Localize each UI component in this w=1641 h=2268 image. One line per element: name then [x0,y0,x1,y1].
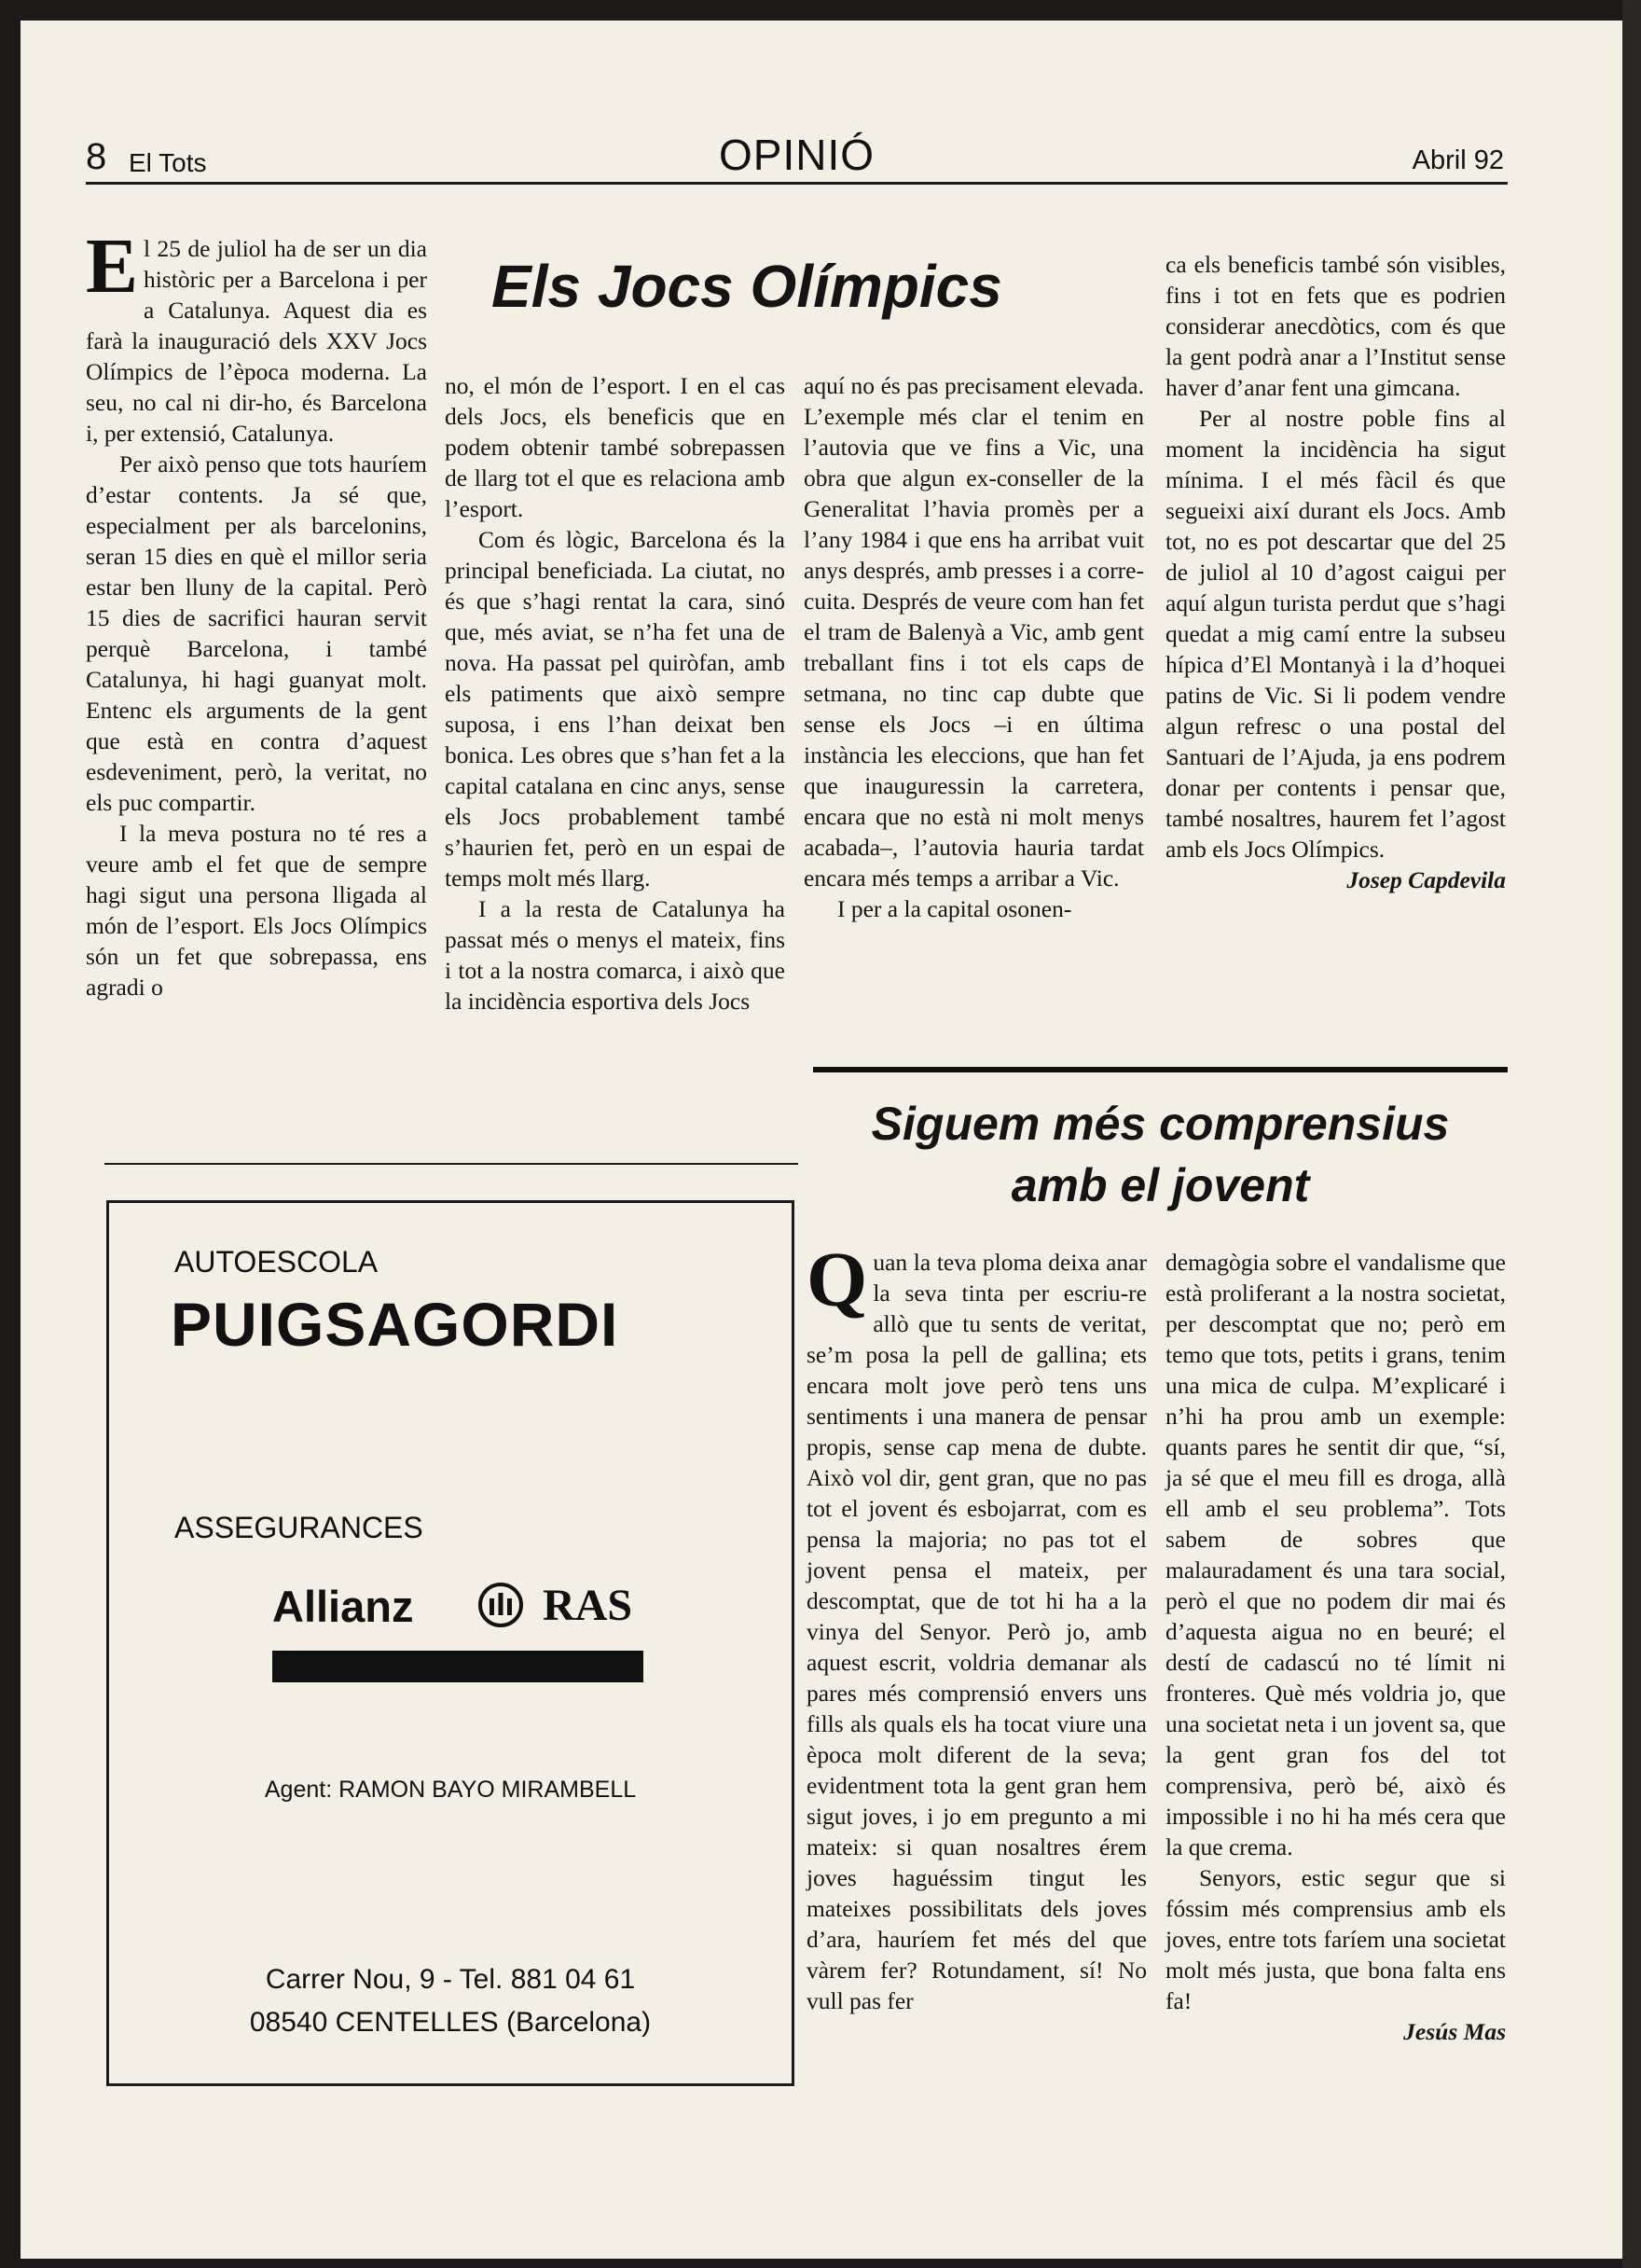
article2-title-line-2: amb el jovent [1011,1159,1310,1211]
article2-paragraph: Quan la teva ploma deixa anar la seva tinta per escriu-re allò que tu sents de veritat, se’m posa la pell de gallina; ets encara molt jove però tens uns sentiments i una manera de pensar propis, sense cap mena de dubte. Això vol dir, gent gran, que no pas tot el jovent és esbojarrat, com es pensa la majoria; no pas tot el jovent pensa el mateix, per descomptat, que de tot hi ha a la vinya del Senyor. Però jo, amb aquest escrit, voldria demanar als pares més comprensió envers uns fills als quals els ha tocat viure una època molt diferent de la seva; evidentment tota la gent gran hem sigut joves, i jo em pregunto a mi mateix: si quan nosaltres érem joves haguéssim tingut les mateixes possibilitats dels joves d’ara, hauríem fet més del que vàrem fer? Rotundament, sí! No vull pas fer [807,1237,1147,2014]
ad-business-name: PUIGSAGORDI [171,1290,619,1359]
article1-paragraph: no, el món de l’esport. I en el cas dels Jocs, els beneficis que en podem obtenir també sobrepassen de llarg tot el que es relaciona amb l’esport. [445,372,785,522]
article1-paragraph: El 25 de juliol ha de ser un dia històric per a Barcelona i per a Catalunya. Aquest dia es farà la inauguració dels XXV Jocs Olímpics de l’època moderna. La seu, no cal ni dir-ho, és Barcelona i, per extensió, Catalunya. [86,223,427,447]
scan-edge [1622,0,1641,2268]
article1-column-4 [1165,249,1506,895]
issue-date: Abril 92 [1412,145,1504,175]
ad-agent-name: Agent: RAMON BAYO MIRAMBELL [264,1777,637,1803]
article1-paragraph: I la meva postura no té res a veure amb el fet que de sempre hagi sigut una persona lligada al món de l’esport. Els Jocs Olímpics són un fet que sobrepassa, ens agradi o [86,820,427,1001]
ad-ras-brand: RAS [543,1581,633,1630]
page-header [86,118,1508,185]
article2-paragraph: demagògia sobre el vandalisme que està proliferant a la nostra societat, per descomptat que no; però em temo que tots, petits i grans, tenim una mica de culpa. M’explicaré i n’hi ha prou amb un exemple: quants pares he sentit dir que, “sí, ja sé que el meu fill es droga, allà ell amb el seu problema”. Tots sabem de sobres que malauradament és una tara social, però el que no podem dir mai és d’aquesta aigua no en beuré; el destí de cadascú no té límit ni fronteres. Què més voldria jo, que una societat neta i un jovent sa, que la gent gran fos del tot comprensiva, però bé, això és impossible i no hi ha més cera que la que crema. [1165,1249,1506,1860]
article1-column-1 [86,223,427,1003]
article1-paragraph: Com és lògic, Barcelona és la principal beneficiada. La ciutat, no és que s’hagi rentat la cara, sinó que, més aviat, se n’ha fet una de nova. Ha passat pel quiròfan, amb els patiments que això sempre suposa, i ens l’han deixat ben bonica. Les obres que s’han fet a la capital catalana en cinc anys, sense els Jocs probablement també s’haurien fet, però en un espai de temps molt més llarg. [445,526,785,892]
article1-column-3 [804,370,1144,924]
ad-insurance-label: ASSEGURANCES [174,1511,423,1544]
article2-paragraph: Senyors, estic segur que si fóssim més comprensius amb els joves, entre tots faríem una societat molt més justa, que bona falta ens fa! [1165,1864,1506,2014]
article1-paragraph: ca els beneficis també són visibles, fins i tot en fets que es podrien considerar anecdòtics, com és que la gent podrà anar a l’Institut sense haver d’anar fent una gimcana. [1165,251,1506,401]
article1-paragraph: I a la resta de Catalunya ha passat més o menys el mateix, fins i tot a la nostra comarca, i això que la incidència esportiva dels Jocs [445,895,785,1015]
article1-author: Josep Capdevila [1346,866,1506,893]
article2-title [813,1093,1508,1216]
article2-column-2 [1165,1247,1506,2047]
article1-title: Els Jocs Olímpics [491,253,1002,320]
article2-author: Jesús Mas [1403,2018,1506,2045]
section-title: OPINIÓ [718,131,876,179]
article1-paragraph: Per això penso que tots hauríem d’estar contents. Ja sé que, especialment per als barcelonins, seran 15 dies en què el millor seria estar ben lluny de la capital. Però 15 dies de sacrifici hauran servit perquè Barcelona, i també Catalunya, hi hagi guanyat molt. Entenc els arguments de la gent que està en contra d’aquest esdeveniment, però, la veritat, no els puc compartir. [86,450,427,816]
allianz-eagle-icon [477,1582,524,1628]
advertisement-box [106,1200,794,2086]
ad-address-line-2: 08540 CENTELLES (Barcelona) [249,2007,652,2038]
divider-line [104,1163,798,1165]
article2-column-1 [807,1237,1147,2016]
article1-dropcap: E [86,223,139,310]
publication-name: El Tots [129,148,207,177]
ad-black-bar [272,1651,643,1682]
page-number: 8 [86,136,107,177]
newspaper-page [21,21,1622,2259]
article2-dropcap: Q [807,1237,868,1323]
ad-allianz-brand: Allianz [272,1582,414,1631]
ad-address [109,1958,792,2044]
divider-line-thick [813,1067,1508,1072]
article1-paragraph: I per a la capital osonen- [837,895,1072,922]
article2-title-line-1: Siguem més comprensius [871,1098,1450,1150]
ad-driving-school-label: AUTOESCOLA [174,1245,379,1279]
article1-paragraph: Per al nostre poble fins al moment la incidència ha sigut mínima. I el més fàcil és que segueixi així durant els Jocs. Amb tot, no es pot descartar que del 25 de juliol al 10 d’agost caigui per aquí algun turista perdut que s’hagi quedat a mig camí entre la subseu hípica d’El Montanyà i la d’hoquei patins de Vic. Si li podem vendre algun refresc o una postal del Santuari de l’Ajuda, ja ens podrem donar per contents i pensar que, també nosaltres, haurem fet l’agost amb els Jocs Olímpics. [1165,405,1506,863]
article1-paragraph: aquí no és pas precisament elevada. L’exemple més clar el tenim en l’autovia que ve fins a Vic, una obra que algun ex-conseller de la Generalitat l’havia promès per a l’any 1984 i que ens ha arribat vuit anys després, amb presses i a corre-cuita. Després de veure com han fet el tram de Balenyà a Vic, amb gent treballant fins i tot els caps de setmana, no tinc cap dubte que sense els Jocs –i en última instància les eleccions, que han fet que inauguressin la carretera, encara que no està ni molt menys acabada–, l’autovia hauria tardat encara més temps a arribar a Vic. [804,372,1144,892]
ad-address-line-1: Carrer Nou, 9 - Tel. 881 04 61 [265,1964,636,1995]
article1-column-2 [445,370,785,1016]
